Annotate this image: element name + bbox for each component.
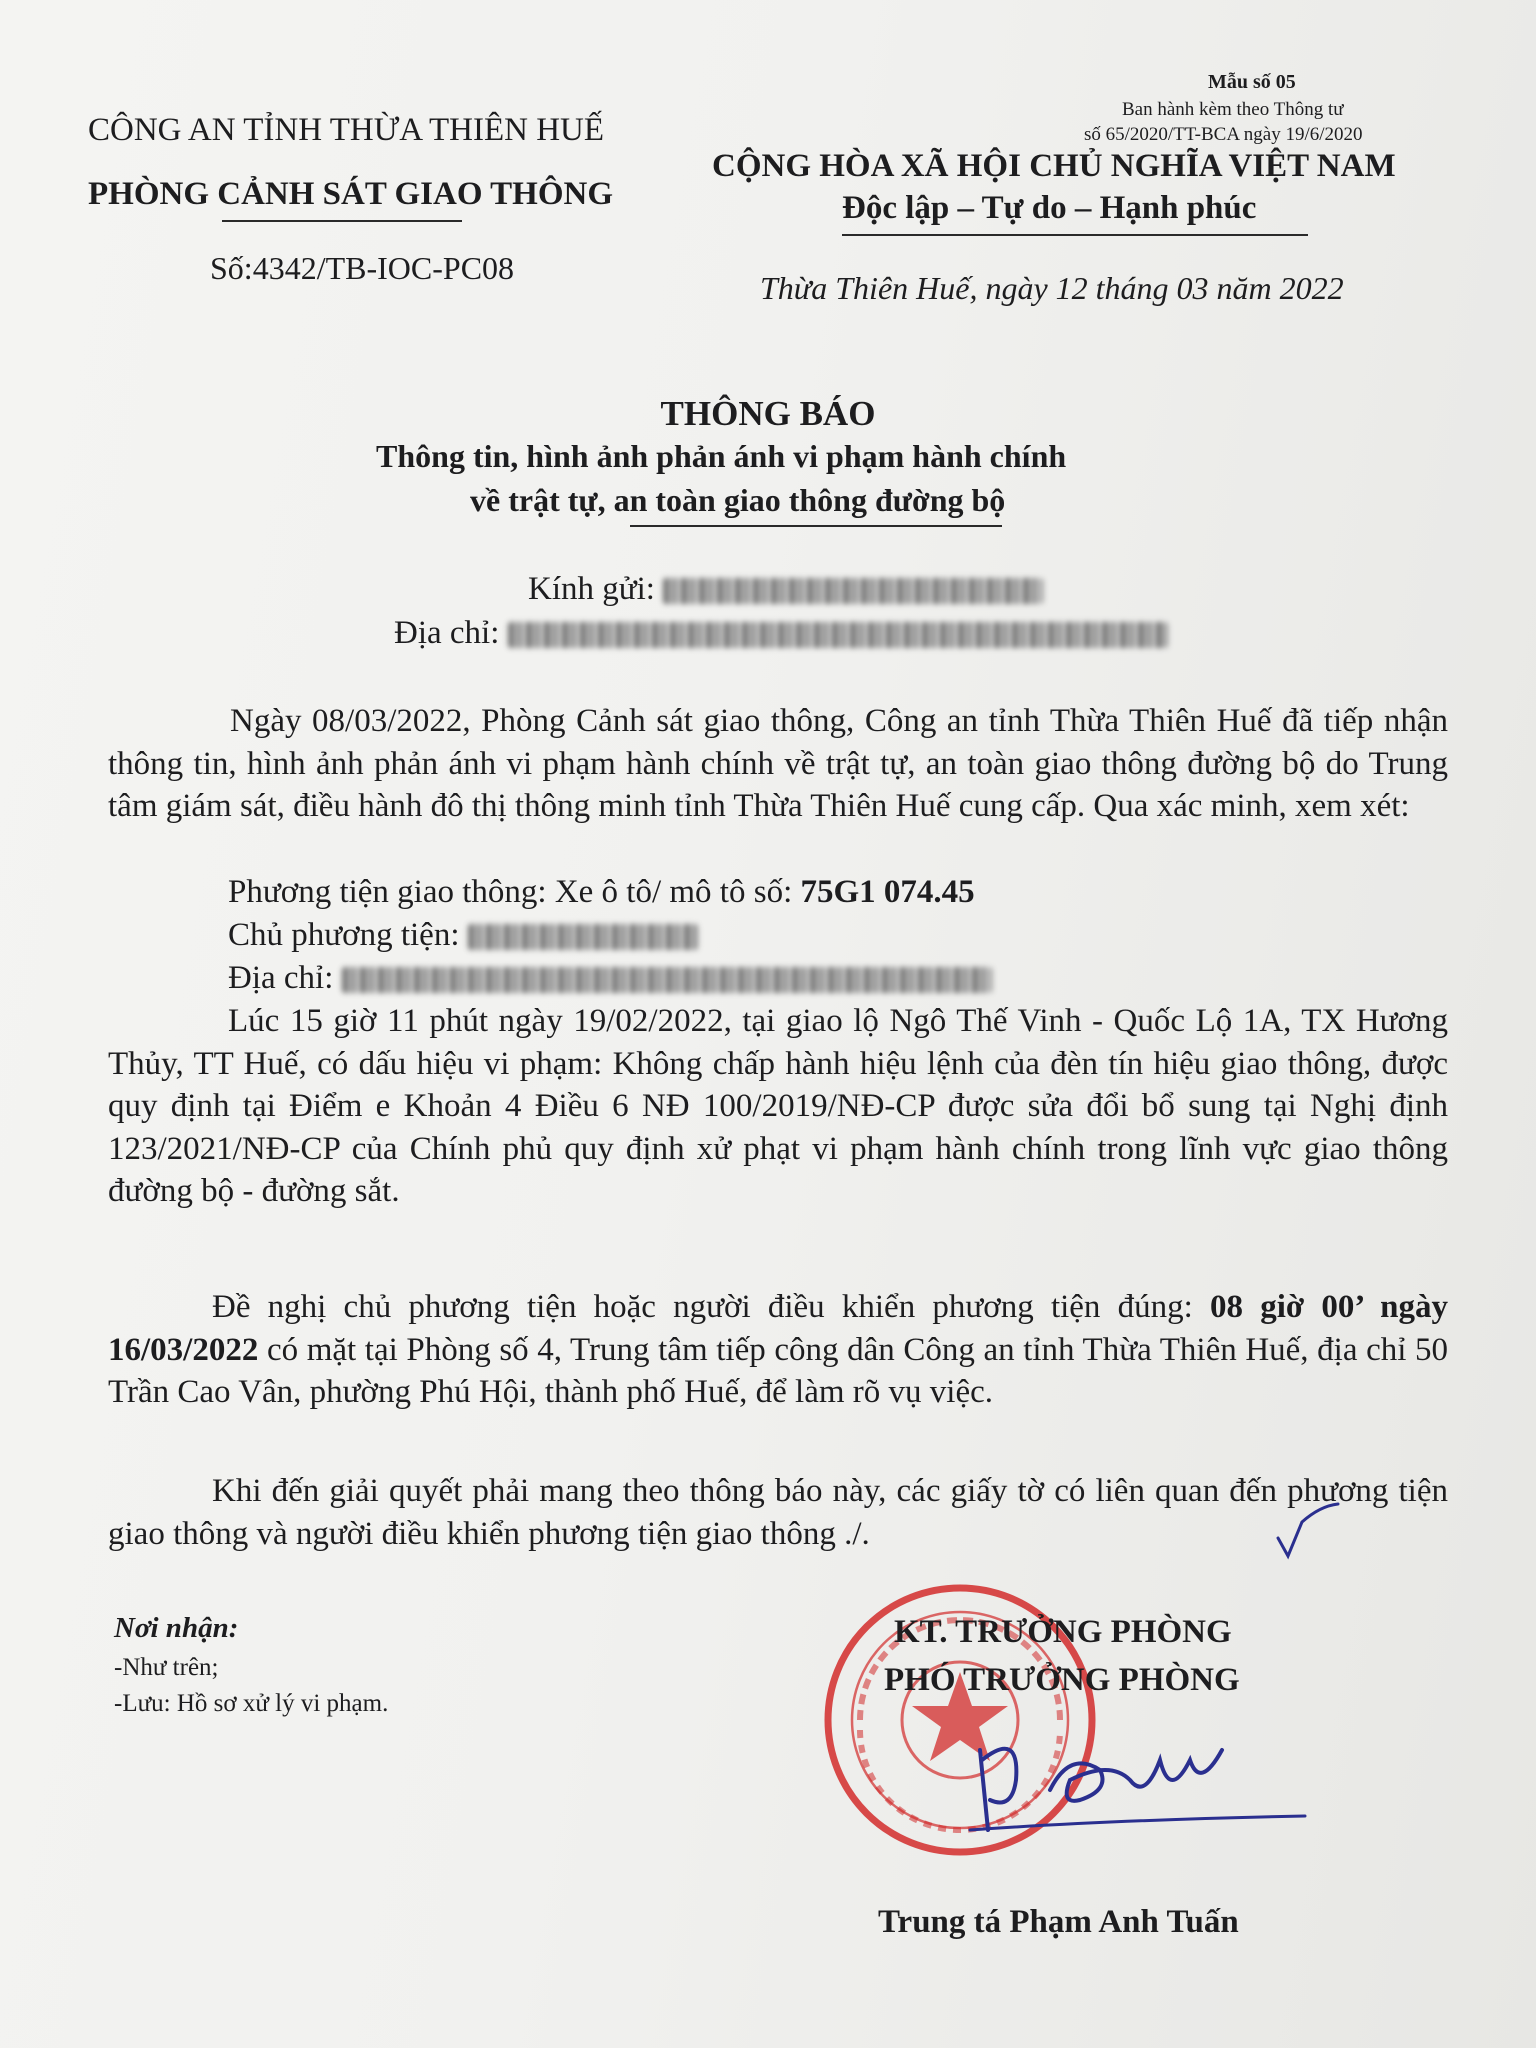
- handwritten-tick-icon: [1272, 1502, 1342, 1562]
- owner-address-line: [228, 957, 992, 1000]
- recipient-address-label: Địa chỉ:: [394, 615, 500, 651]
- redacted-recipient-name: [663, 578, 1043, 604]
- owner-label: Chủ phương tiện:: [228, 917, 460, 953]
- document-title: THÔNG BÁO: [660, 394, 876, 433]
- summons-rest: có mặt tại Phòng số 4, Trung tâm tiếp công dân Công an tỉnh Thừa Thiên Huế, địa chỉ 50 Trần Cao Vân, phường Phú Hội, thành phố Huế, để làm rõ vụ việc.: [108, 1331, 1448, 1410]
- signature-title-1: KT. TRƯỞNG PHÒNG: [894, 1614, 1232, 1650]
- vehicle-label: Phương tiện giao thông: Xe ô tô/ mô tô số:: [228, 874, 793, 910]
- recipients-item-2: -Lưu: Hồ sơ xử lý vi phạm.: [114, 1690, 389, 1717]
- redacted-recipient-address: [508, 622, 1168, 648]
- form-issued-with: Ban hành kèm theo Thông tư: [1122, 99, 1344, 120]
- summons-time: 08 giờ 00’ ngày 16/03/2022: [108, 1289, 1449, 1368]
- owner-address-label: Địa chỉ:: [228, 960, 334, 996]
- paragraph-intro: Ngày 08/03/2022, Phòng Cảnh sát giao thông, Công an tỉnh Thừa Thiên Huế đã tiếp nhận thông tin, hình ảnh phản ánh vi phạm hành chính về trật tự, an toàn giao thông đường bộ do Trung tâm giám sát, điều hành đô thị thông minh tỉnh Thừa Thiên Huế cung cấp. Qua xác minh, xem xét:: [108, 703, 1448, 824]
- title-underline: [630, 525, 1002, 527]
- signer-name: Trung tá Phạm Anh Tuấn: [878, 1904, 1239, 1940]
- vehicle-plate: 75G1 074.45: [800, 874, 975, 910]
- national-motto-line2: Độc lập – Tự do – Hạnh phúc: [842, 190, 1257, 226]
- redacted-owner-address: [342, 967, 992, 993]
- recipients-label: Nơi nhận:: [114, 1612, 239, 1644]
- document-number: Số:4342/TB-IOC-PC08: [210, 250, 515, 286]
- agency-line2: PHÒNG CẢNH SÁT GIAO THÔNG: [88, 176, 614, 212]
- title-sub1: Thông tin, hình ảnh phản ánh vi phạm hành chính: [376, 438, 1067, 474]
- recipient-line: [528, 568, 1043, 611]
- motto-underline: [842, 234, 1308, 236]
- national-motto-line1: CỘNG HÒA XÃ HỘI CHỦ NGHĨA VIỆT NAM: [712, 148, 1396, 184]
- summons-lead: Đề nghị chủ phương tiện hoặc người điều khiển phương tiện đúng:: [212, 1289, 1193, 1325]
- paragraph-summons: [108, 1286, 1448, 1414]
- title-sub2: về trật tự, an toàn giao thông đường bộ: [470, 482, 1006, 518]
- redacted-owner-name: [468, 924, 698, 950]
- recipient-address-line: [394, 612, 1168, 655]
- agency-underline: [222, 220, 462, 222]
- recipients-item-1: -Như trên;: [114, 1654, 219, 1681]
- recipient-label: Kính gửi:: [528, 571, 655, 607]
- signature-title-2: PHÓ TRƯỞNG PHÒNG: [884, 1662, 1240, 1698]
- handwritten-signature: [960, 1720, 1320, 1850]
- vehicle-line: [228, 871, 975, 914]
- place-date: Thừa Thiên Huế, ngày 12 tháng 03 năm 2022: [760, 270, 1344, 306]
- agency-line1: CÔNG AN TỈNH THỪA THIÊN HUẾ: [88, 112, 605, 148]
- form-circular: số 65/2020/TT-BCA ngày 19/6/2020: [1084, 124, 1363, 145]
- paragraph-violation: Lúc 15 giờ 11 phút ngày 19/02/2022, tại giao lộ Ngô Thế Vinh - Quốc Lộ 1A, TX Hương Thủy, TT Huế, có dấu hiệu vi phạm: Không chấp hành hiệu lệnh của đèn tín hiệu giao thông, được quy định tại Điểm e Khoản 4 Điều 6 NĐ 100/2019/NĐ-CP được sửa đổi bổ sung tại Nghị định 123/2021/NĐ-CP của Chính phủ quy định xử phạt vi phạm hành chính trong lĩnh vực giao thông đường bộ - đường sắt.: [108, 1003, 1448, 1209]
- form-number: Mẫu số 05: [1208, 71, 1296, 93]
- owner-line: [228, 914, 698, 957]
- paragraph-closing: Khi đến giải quyết phải mang theo thông báo này, các giấy tờ có liên quan đến phương tiện giao thông và người điều khiển phương tiện giao thông ./.: [108, 1473, 1448, 1552]
